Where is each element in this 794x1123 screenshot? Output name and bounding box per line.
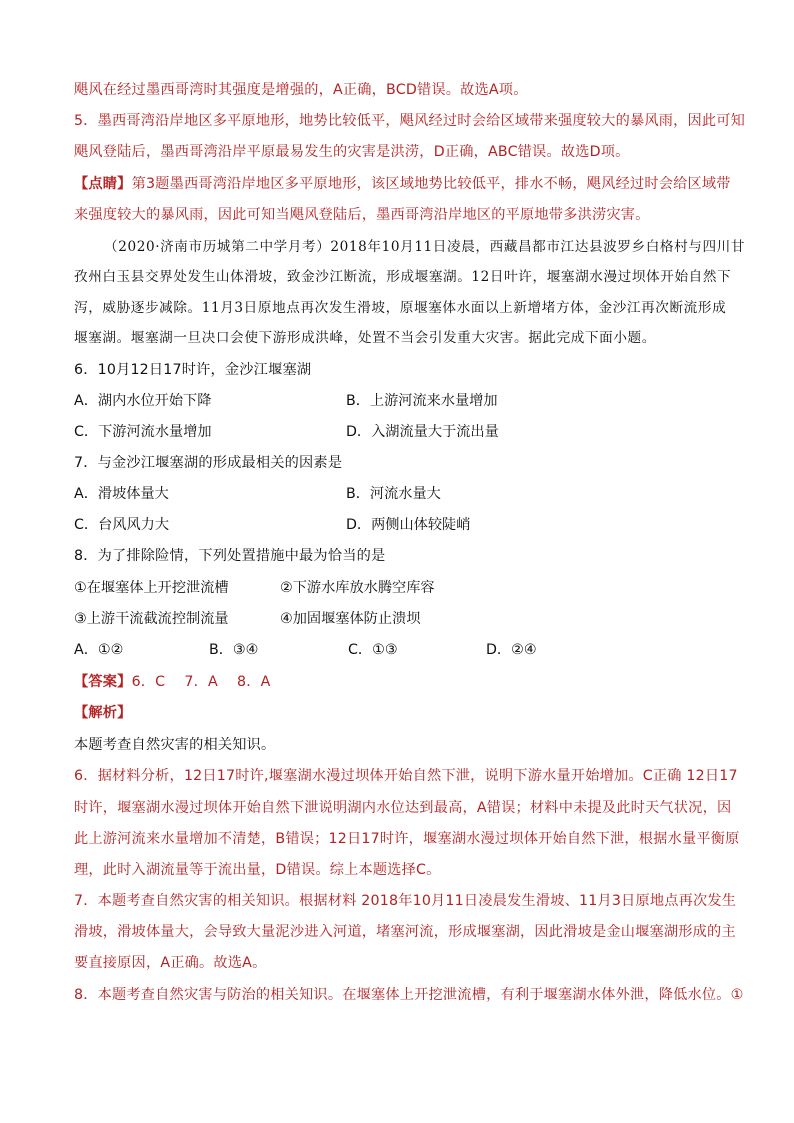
analysis-intro: 本题考查自然灾害的相关知识。 <box>74 737 276 753</box>
tip-text: 第3题墨西哥湾沿岸地区多平原地形，该区域地势比较低平，排水不畅，飓风经过时会给区域带 <box>131 176 731 192</box>
analysis-tag: 【解析】 <box>74 705 132 721</box>
choice-3: ③上游干流截流控制流量 <box>74 611 229 627</box>
analysis-line: 理，此时入湖流量等于流出量，D错误。综上本题选择C。 <box>74 862 441 878</box>
question-6-options-row-1 <box>74 391 724 411</box>
question-8-stem: 8．为了排除险情，下列处置措施中最为恰当的是 <box>74 548 386 564</box>
analysis-line: 8．本题考查自然灾害与防治的相关知识。在堰塞体上开挖泄流槽，有利于堰塞湖水体外泄，降低水位。① <box>74 987 744 1003</box>
option-b: B．③④ <box>209 642 259 658</box>
option-a: A．①② <box>74 642 124 658</box>
question-6-stem: 6．10月12日17时许，金沙江堰塞湖 <box>74 362 312 378</box>
analysis-line: 时许，堰塞湖水漫过坝体开始自然下泄说明湖内水位达到最高，A错误；材料中未提及此时天气状况，因 <box>74 800 732 816</box>
analysis-line: 6．据材料分析，12日17时许,堰塞湖水漫过坝体开始自然下泄，说明下游水量开始增加。C正确 12日17 <box>74 768 738 784</box>
analysis-line: 要直接原因，A正确。故选A。 <box>74 955 267 971</box>
analysis-line: 此上游河流来水量增加不清楚，B错误；12日17时许，堰塞湖水漫过坝体开始自然下泄，根据水量平衡原 <box>74 831 740 847</box>
option-b: B．上游河流来水量增加 <box>346 393 498 409</box>
option-c: C．台风风力大 <box>74 517 170 533</box>
option-d: D．两侧山体较陡峭 <box>346 517 471 533</box>
choice-1: ①在堰塞体上开挖泄流槽 <box>74 580 229 596</box>
question-7-options-row-1 <box>74 484 724 504</box>
text-line: 飓风在经过墨西哥湾时其强度是增强的，A正确，BCD错误。故选A项。 <box>74 82 528 98</box>
answer-tag: 【答案】 <box>74 674 132 690</box>
material-line: 孜州白玉县交界处发生山体滑坡，致金沙江断流，形成堰塞湖。12日叶许，堰塞湖水漫过坝体开始自然下 <box>74 269 732 285</box>
option-d: D．②④ <box>486 642 537 658</box>
text-line: 来强度较大的暴风雨，因此可知当飓风登陆后，墨西哥湾沿岸地区的平原地带多洪涝灾害。 <box>74 207 650 223</box>
option-c: C．①③ <box>348 642 398 658</box>
option-a: A．滑坡体量大 <box>74 486 169 502</box>
choice-2: ②下游水库放水腾空库容 <box>280 580 435 596</box>
option-a: A．湖内水位开始下降 <box>74 393 212 409</box>
analysis-line: 滑坡，滑坡体量大，会导致大量泥沙进入河道，堵塞河流，形成堰塞湖，因此滑坡是金山堰塞湖形成的主 <box>74 924 736 940</box>
question-7-stem: 7．与金沙江堰塞湖的形成最相关的因素是 <box>74 455 343 471</box>
text-line: 飓风登陆后，墨西哥湾沿岸平原最易发生的灾害是洪涝，D正确，ABC错误。故选D项。 <box>74 144 630 160</box>
option-c: C．下游河流水量增加 <box>74 424 212 440</box>
answer-line <box>74 672 271 692</box>
choice-4: ④加固堰塞体防止溃坝 <box>280 611 421 627</box>
analysis-line: 7．本题考查自然灾害的相关知识。根据材料 2018年10月11日凌晨发生滑坡、11月3日原地点再次发生 <box>74 893 737 909</box>
analysis-heading <box>74 703 132 723</box>
material-line: 泻，威胁逐步减除。11月3日原地点再次发生滑坡，原堰塞体水面以上新增堵方体，金沙江再次断流形成 <box>74 300 727 316</box>
material-line: 堰塞湖。堰塞湖一旦决口会使下游形成洪峰，处置不当会引发重大灾害。据此完成下面小题。 <box>74 330 656 346</box>
question-6-options-row-2 <box>74 422 724 442</box>
option-d: D．入湖流量大于流出量 <box>346 424 499 440</box>
question-8-choices-row-2 <box>74 609 724 629</box>
answer-text: 6．C 7．A 8．A <box>131 674 271 690</box>
text-line: 5．墨西哥湾沿岸地区多平原地形，地势比较低平，飓风经过时会给区域带来强度较大的暴风雨，因此可知 <box>74 113 746 129</box>
tip-line <box>74 174 731 194</box>
question-7-options-row-2 <box>74 515 724 535</box>
option-b: B．河流水量大 <box>346 486 441 502</box>
tip-tag: 【点睛】 <box>74 176 132 192</box>
material-line: （2020·济南市历城第二中学月考）2018年10月11日凌晨，西藏昌都市江达县波罗乡白格村与四川甘 <box>104 239 746 255</box>
question-8-choices-row-1 <box>74 578 724 598</box>
question-8-options-row <box>74 640 724 660</box>
